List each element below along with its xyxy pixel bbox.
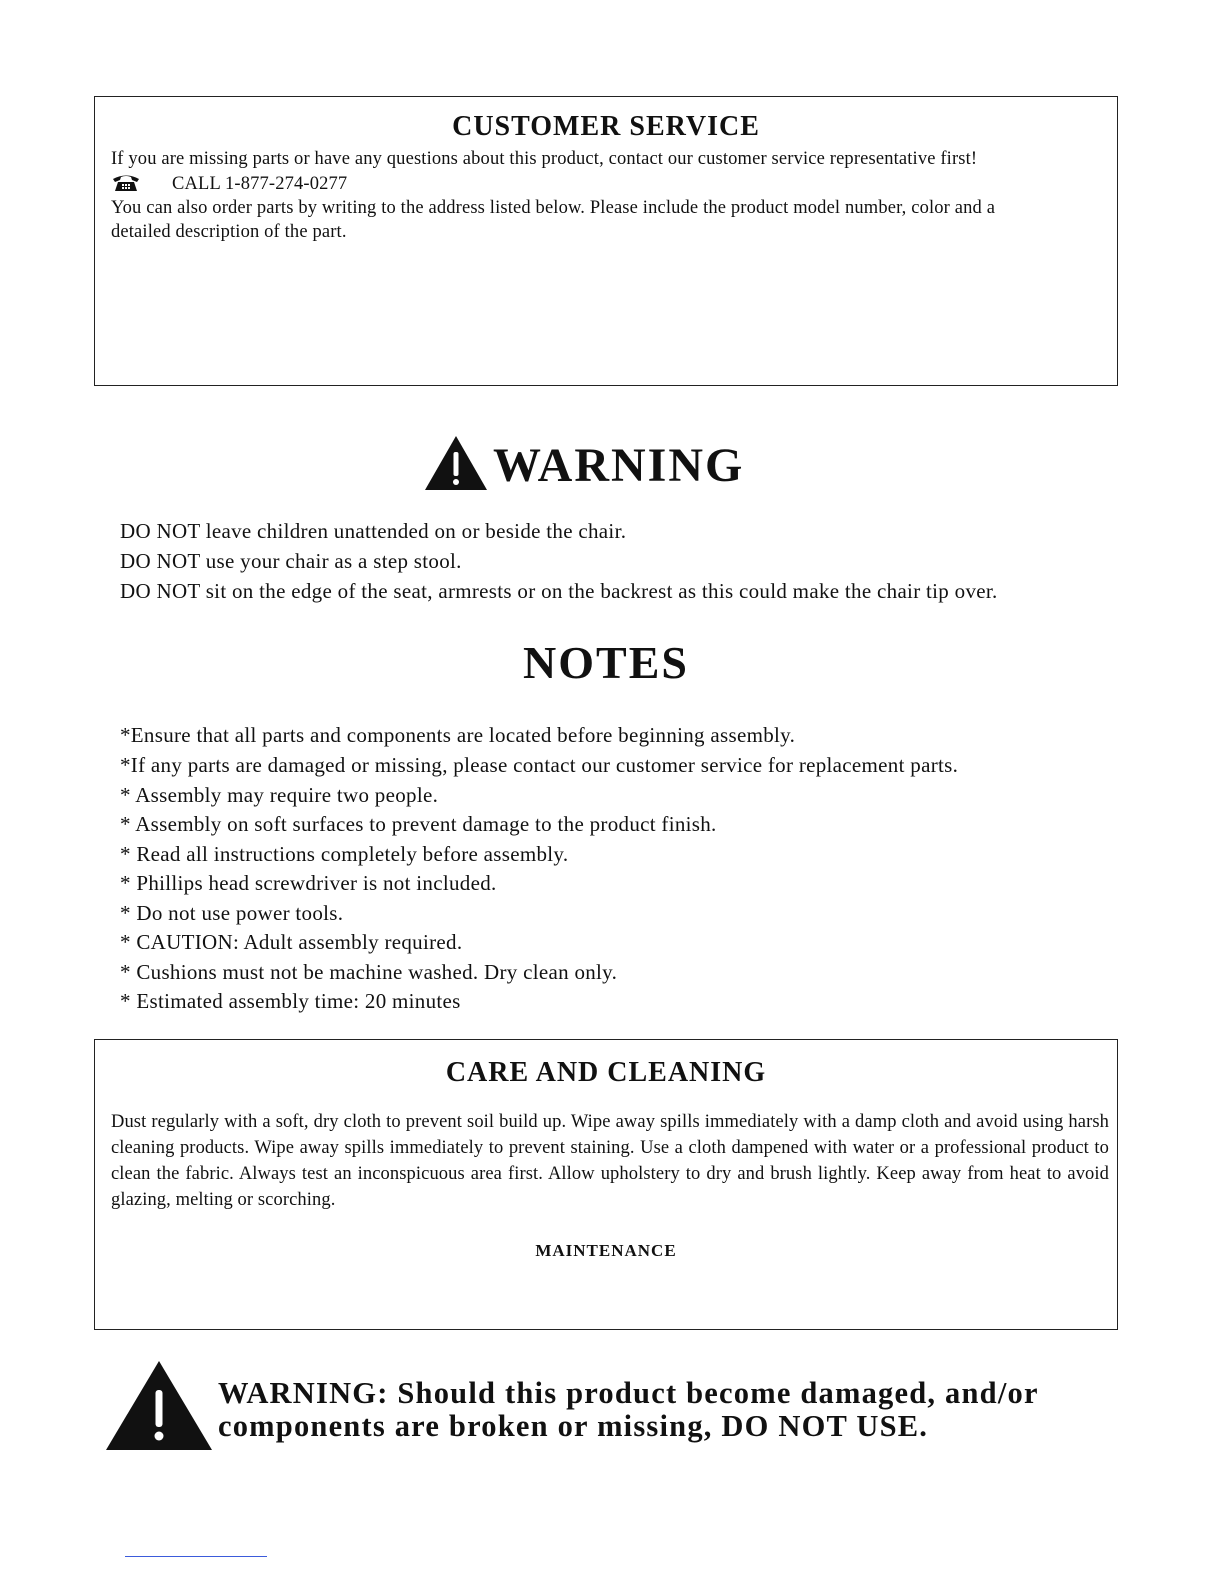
note-item: * CAUTION: Adult assembly required. (120, 930, 463, 954)
warning-triangle-icon (104, 1358, 214, 1452)
note-item: *Ensure that all parts and components are located before beginning assembly. (120, 723, 796, 747)
notes-title: NOTES (523, 637, 689, 688)
customer-service-intro: If you are missing parts or have any questions about this product, contact our customer service representative first! (111, 149, 978, 169)
care-cleaning-box (94, 1039, 1118, 1330)
note-item: * Assembly on soft surfaces to prevent damage to the product finish. (120, 812, 717, 836)
care-cleaning-title: CARE AND CLEANING (445, 1057, 767, 1088)
note-item: * Cushions must not be machine washed. Dry clean only. (120, 960, 618, 984)
note-item: * Read all instructions completely before assembly. (120, 842, 569, 866)
customer-service-order-info: You can also order parts by writing to the address listed below. Please include the product model number, color and a (111, 198, 996, 218)
customer-service-box (94, 96, 1118, 386)
warning-item: DO NOT use your chair as a step stool. (120, 549, 462, 573)
note-item: * Assembly may require two people. (120, 783, 439, 807)
telephone-icon (111, 173, 141, 193)
final-warning-line: components are broken or missing, DO NOT USE. (218, 1409, 929, 1443)
final-warning-line: WARNING: Should this product become damaged, and/or (218, 1376, 1039, 1410)
customer-service-title: CUSTOMER SERVICE (452, 111, 760, 142)
warning-item: DO NOT leave children unattended on or beside the chair. (120, 519, 627, 543)
care-cleaning-text: Dust regularly with a soft, dry cloth to prevent soil build up. Wipe away spills immediately with a damp cloth and avoid using harsh cleaning products. Wipe away spills immediately to prevent staining. Use a cloth dampened with water or a professional product to clean the fabric. Always test an inconspicuous area first. Allow upholstery to dry and brush lightly. Keep away from heat to avoid glazing, melting or scorching. (111, 1112, 1109, 1210)
note-item: * Estimated assembly time: 20 minutes (120, 989, 461, 1013)
note-item: * Do not use power tools. (120, 901, 344, 925)
customer-service-phone: CALL 1-877-274-0277 (172, 174, 348, 194)
warning-triangle-icon (423, 434, 489, 492)
maintenance-title: MAINTENANCE (535, 1241, 677, 1260)
customer-service-order-info-cont: detailed description of the part. (111, 222, 347, 242)
divider (125, 1556, 267, 1557)
warning-item: DO NOT sit on the edge of the seat, armrests or on the backrest as this could make the chair tip over. (120, 579, 998, 603)
note-item: *If any parts are damaged or missing, please contact our customer service for replacement parts. (120, 753, 959, 777)
note-item: * Phillips head screwdriver is not included. (120, 871, 497, 895)
warning-title: WARNING (493, 439, 745, 492)
